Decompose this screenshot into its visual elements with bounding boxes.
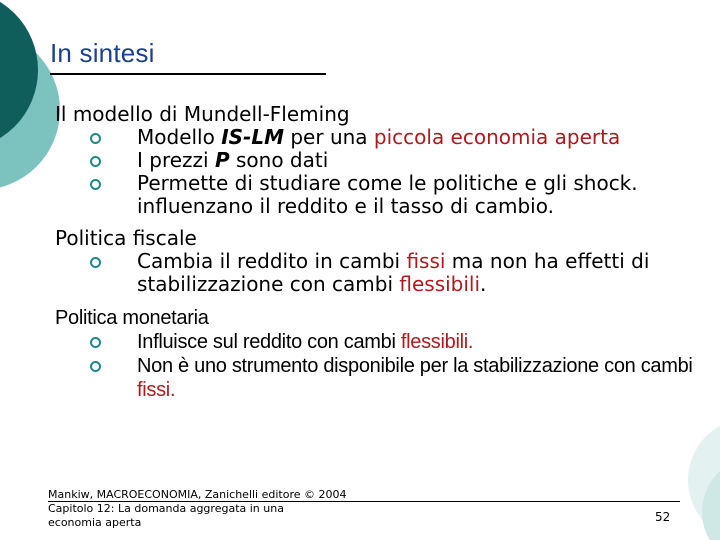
bullet-list [55,250,695,296]
slide-title: In sintesi [50,38,155,68]
section-mundell-fleming [55,102,695,218]
hollow-circle-bullet-icon [90,156,101,167]
page-number: 52 [655,510,671,524]
footer-source: Mankiw, MACROECONOMIA, Zanichelli editore © 2004 [48,488,347,501]
hollow-circle-bullet-icon [90,337,101,348]
decorative-circles-right [680,420,720,540]
section-politica-fiscale [55,226,695,296]
bullet-item: Non è uno strumento disponibile per la stabilizzazione con cambi fissi. [55,354,695,402]
hollow-circle-bullet-icon [90,361,101,372]
footer-text [48,488,388,530]
footer-chapter: Capitolo 12: La domanda aggregata in una economia aperta [48,502,284,529]
section-heading: Politica fiscale [55,226,197,250]
slide-content [55,102,695,402]
bullet-item: Cambia il reddito in cambi fissi ma non ha effetti di stabilizzazione con cambi flessibili. [55,250,695,296]
bullet-item: Permette di studiare come le politiche e gli shock. influenzano il reddito e il tasso di cambio. [55,172,695,218]
bullet-list [55,330,695,402]
footer-divider [48,501,680,502]
section-heading: Il modello di Mundell-Fleming [55,102,350,126]
hollow-circle-bullet-icon [90,133,101,144]
section-heading: Politica monetaria [55,307,209,329]
bullet-item: Influisce sul reddito con cambi flessibili. [55,330,695,354]
bullet-item: I prezzi P sono dati [55,149,695,172]
hollow-circle-bullet-icon [90,179,101,190]
hollow-circle-bullet-icon [90,257,101,268]
title-underline [50,73,326,75]
decorative-circles-left [0,0,60,200]
bullet-item: Modello IS-LM per una piccola economia aperta [55,126,695,149]
section-politica-monetaria [55,306,695,402]
bullet-list [55,126,695,218]
